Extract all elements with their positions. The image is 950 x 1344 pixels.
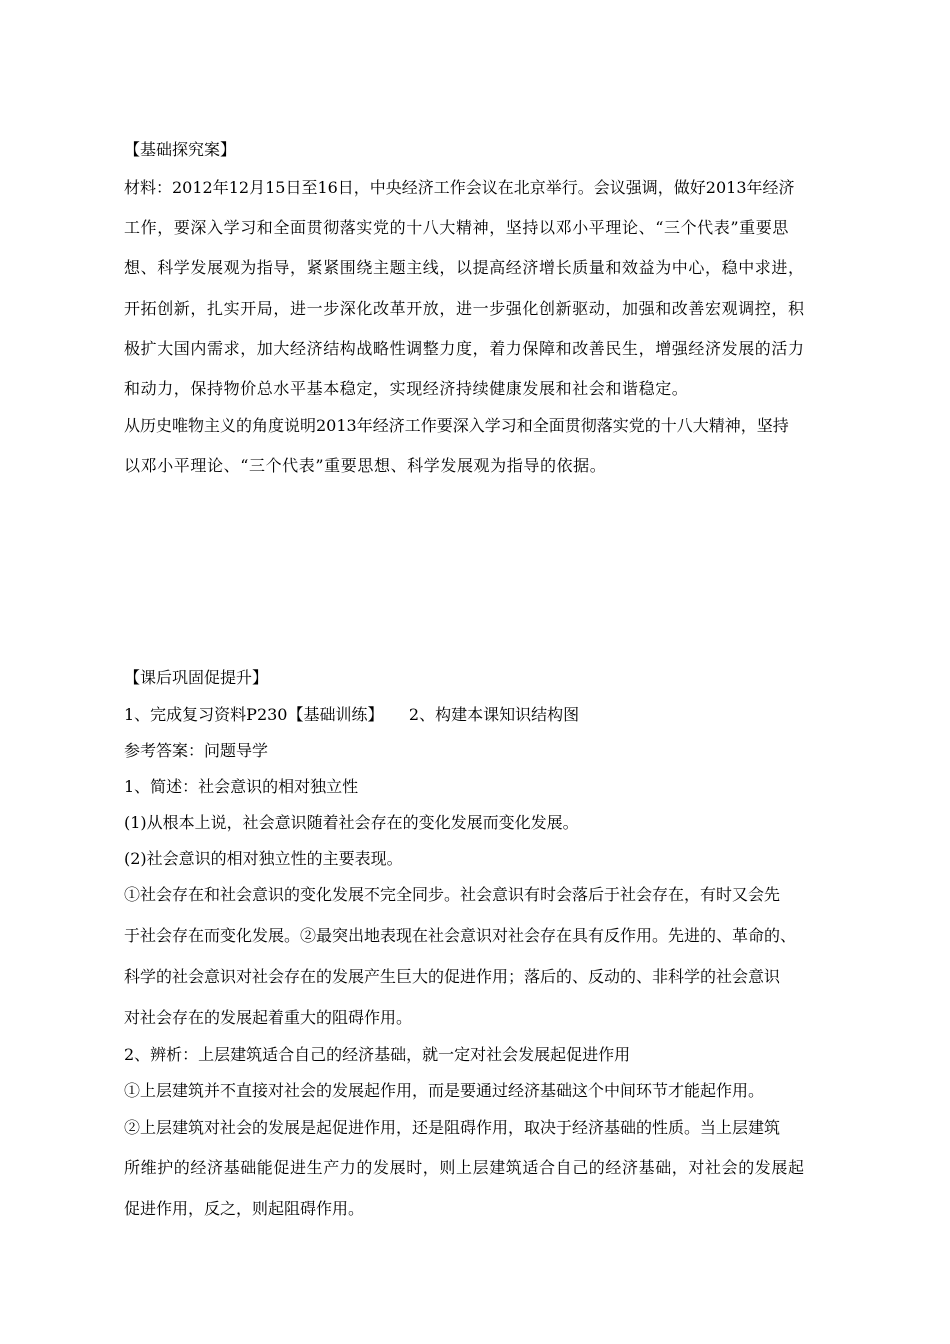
question-1-body-line: 于社会存在而变化发展。②最突出地表现在社会意识对社会存在具有反作用。先进的、革命的、 — [124, 926, 797, 945]
material-line: 和动力，保持物价总水平基本稳定，实现经济持续健康发展和社会和谐稳定。 — [124, 379, 689, 398]
question-1-body-line: 科学的社会意识对社会存在的发展产生巨大的促进作用；落后的、反动的、非科学的社会意识 — [124, 967, 781, 986]
question-2-body-line: ②上层建筑对社会的发展是起促进作用，还是阻碍作用，取决于经济基础的性质。当上层建筑 — [124, 1118, 781, 1137]
answer-label: 参考答案：问题导学 — [124, 741, 269, 760]
question-1-body-line: 对社会存在的发展起着重大的阻碍作用。 — [124, 1008, 413, 1027]
question-1-title: 1、简述：社会意识的相对独立性 — [124, 777, 359, 796]
question-1-point-1: (1)从根本上说，社会意识随着社会存在的变化发展而变化发展。 — [124, 813, 579, 832]
question-2-body-line: 促进作用，反之，则起阻碍作用。 — [124, 1199, 365, 1218]
question-line: 以邓小平理论、“三个代表”重要思想、科学发展观为指导的依据。 — [124, 456, 607, 475]
section-heading-basic-inquiry: 【基础探究案】 — [124, 140, 237, 159]
material-line: 开拓创新，扎实开局，进一步深化改革开放，进一步强化创新驱动，加强和改善宏观调控，积 — [124, 299, 805, 318]
question-1-point-2: (2)社会意识的相对独立性的主要表现。 — [124, 849, 403, 868]
question-2-point-1: ①上层建筑并不直接对社会的发展起作用，而是要通过经济基础这个中间环节才能起作用。 — [124, 1081, 765, 1100]
question-line: 从历史唯物主义的角度说明2013年经济工作要深入学习和全面贯彻落实党的十八大精神，坚持 — [124, 416, 789, 435]
material-line: 材料：2012年12月15日至16日，中央经济工作会议在北京举行。会议强调，做好2013年经济 — [124, 178, 795, 197]
task-line: 1、完成复习资料P230【基础训练】 2、构建本课知识结构图 — [124, 705, 580, 724]
material-line: 工作，要深入学习和全面贯彻落实党的十八大精神，坚持以邓小平理论、“三个代表”重要思 — [124, 218, 789, 237]
question-2-body-line: 所维护的经济基础能促进生产力的发展时，则上层建筑适合自己的经济基础，对社会的发展起 — [124, 1158, 805, 1177]
section-heading-after-class: 【课后巩固促提升】 — [124, 668, 269, 687]
question-1-body-line: ①社会存在和社会意识的变化发展不完全同步。社会意识有时会落后于社会存在，有时又会先 — [124, 885, 781, 904]
question-2-title: 2、辨析：上层建筑适合自己的经济基础，就一定对社会发展起促进作用 — [124, 1045, 631, 1064]
material-line: 想、科学发展观为指导，紧紧围绕主题主线，以提高经济增长质量和效益为中心，稳中求进， — [124, 258, 805, 277]
material-line: 极扩大国内需求，加大经济结构战略性调整力度，着力保障和改善民生，增强经济发展的活力 — [124, 339, 805, 358]
